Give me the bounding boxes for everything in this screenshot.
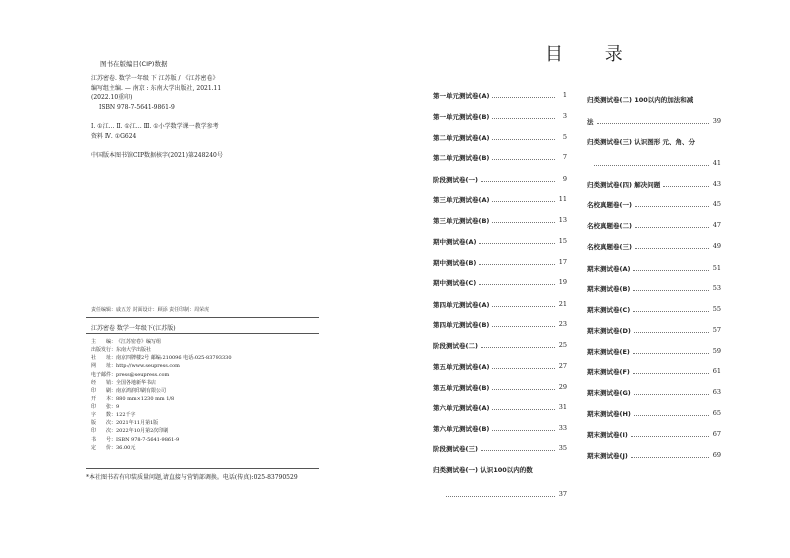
- toc-entry[interactable]: [587, 386, 721, 398]
- pub-label: 开 本：: [91, 395, 117, 402]
- divider: [86, 333, 319, 334]
- toc-page-number: 63: [712, 388, 721, 396]
- toc-entry[interactable]: [587, 219, 721, 231]
- pub-value: 南京四牌楼2号 邮编:210096 电话:025-83793330: [116, 355, 232, 362]
- toc-page-number: 49: [712, 242, 721, 250]
- toc-leader-dots: [492, 306, 555, 307]
- toc-page-number: 25: [558, 341, 567, 349]
- cip-line: 编写组主编. — 南京 : 东南大学出版社, 2021.11: [91, 84, 222, 92]
- toc-page-number: 27: [558, 362, 567, 370]
- toc-page-number: 57: [712, 326, 721, 334]
- pub-value: 《江苏密卷》编写组: [116, 339, 162, 345]
- pub-row: [91, 403, 232, 411]
- toc-entry[interactable]: [433, 235, 567, 247]
- toc-entry[interactable]: [433, 256, 567, 268]
- print-notice: *本社图书若有印装质量问题,请直接与营销部调换。电话(传真):025-83790529: [86, 474, 298, 481]
- toc-leader-dots: [633, 270, 709, 271]
- toc-page-number: 59: [712, 347, 721, 355]
- toc-page-number: 53: [712, 284, 721, 292]
- toc-entry[interactable]: [587, 157, 721, 169]
- toc-entry-title: 第二单元测试卷(B): [433, 153, 490, 162]
- toc-page-number: 69: [712, 451, 721, 459]
- toc-entry-title: 阶段测试卷(一): [433, 175, 478, 184]
- toc-entry[interactable]: [587, 324, 721, 336]
- toc-page-number: 5: [562, 133, 567, 141]
- toc-page-number: 21: [558, 300, 567, 308]
- toc-leader-dots: [633, 311, 709, 312]
- divider: [86, 468, 319, 469]
- toc-leader-dots: [481, 347, 555, 348]
- toc-entry[interactable]: [433, 173, 567, 185]
- toc-leader-dots: [635, 206, 709, 207]
- toc-leader-dots: [492, 389, 555, 390]
- toc-entry[interactable]: [433, 131, 567, 143]
- toc-entry-title: 第二单元测试卷(A): [433, 133, 490, 142]
- pub-row: [91, 346, 232, 354]
- toc-entry-title: 第三单元测试卷(B): [433, 216, 490, 225]
- toc-entry[interactable]: [587, 303, 721, 315]
- toc-leader-dots: [481, 450, 555, 451]
- toc-page-number: 17: [558, 258, 567, 266]
- pub-value: 880 mm×1230 mm 1/8: [116, 395, 175, 402]
- book-title: 江苏密卷 数学一年级下(江苏版): [91, 325, 176, 332]
- toc-leader-dots: [492, 97, 555, 98]
- toc-leader-dots: [594, 165, 709, 166]
- toc-entry[interactable]: [433, 110, 567, 122]
- pub-value: ISBN 978-7-5641-9861-9: [116, 436, 180, 443]
- toc-entry-title: 期中测试卷(A): [433, 237, 477, 246]
- pub-value: 全国各地新华书店: [116, 379, 157, 386]
- toc-leader-dots: [663, 186, 709, 187]
- toc-entry[interactable]: [587, 449, 721, 461]
- pub-label: 字 数：: [91, 412, 117, 419]
- pub-label: 书 号：: [91, 436, 117, 443]
- toc-entry-title: 法: [587, 117, 594, 126]
- toc-entry-title: 阶段测试卷(三): [433, 444, 478, 453]
- toc-page-number: 51: [712, 264, 721, 272]
- toc-leader-dots: [479, 243, 555, 244]
- toc-leader-dots: [633, 353, 709, 354]
- toc-page-number: 47: [712, 221, 721, 229]
- toc-leader-dots: [631, 436, 709, 437]
- toc-leader-dots: [492, 201, 555, 202]
- toc-entry[interactable]: [433, 318, 567, 330]
- pub-label: 经 销：: [91, 379, 117, 386]
- toc-entry-title: 期末测试卷(J): [587, 451, 628, 460]
- pub-row: [91, 427, 232, 435]
- toc-entry-title: 第一单元测试卷(B): [433, 112, 490, 121]
- pub-value: 2022年10月第2次印刷: [116, 428, 169, 435]
- pub-label: 定 价：: [91, 444, 117, 451]
- toc-entry[interactable]: [433, 401, 567, 413]
- toc-entry[interactable]: [433, 339, 567, 351]
- toc-leader-dots: [597, 123, 710, 124]
- toc-leader-dots: [479, 264, 555, 265]
- toc-entry-title: 第四单元测试卷(B): [433, 320, 490, 329]
- toc-entry-title: 第三单元测试卷(A): [433, 195, 490, 204]
- toc-entry-title: 期末测试卷(C): [587, 305, 631, 314]
- toc-leader-dots: [492, 118, 555, 119]
- toc-entry-title: 期末测试卷(F): [587, 367, 630, 376]
- toc-leader-dots: [492, 326, 555, 327]
- toc-entry-title: 期末测试卷(E): [587, 347, 630, 356]
- toc-entry-title: 第六单元测试卷(A): [433, 403, 490, 412]
- pub-row: [91, 411, 232, 419]
- cip-header: 图书在版编目(CIP)数据: [100, 60, 168, 68]
- cip-line: 江苏密卷. 数学一年级 下 江苏版 / 《江苏密卷》: [91, 75, 219, 82]
- cip-block: [91, 74, 223, 160]
- pub-value: http://www.seupress.com: [116, 363, 180, 370]
- pub-row: [91, 338, 232, 346]
- toc-entry-title[interactable]: 归类测试卷(一) 认识100以内的数: [433, 466, 533, 474]
- pub-label: 出版发行：: [91, 347, 117, 354]
- toc-entry[interactable]: [433, 360, 567, 372]
- toc-entry-title: 第四单元测试卷(A): [433, 300, 490, 309]
- pub-row: [91, 395, 232, 403]
- toc-page-number: 65: [712, 409, 721, 417]
- toc-entry-title: 第六单元测试卷(B): [433, 424, 490, 433]
- toc-page-number: 13: [558, 216, 567, 224]
- pub-label: 印 次：: [91, 428, 117, 435]
- toc-leader-dots: [635, 248, 709, 249]
- toc-leader-dots: [446, 496, 555, 497]
- toc-entry-title: 期末测试卷(H): [587, 409, 631, 418]
- toc-leader-dots: [492, 409, 555, 410]
- toc-entry-title: 期末测试卷(B): [587, 284, 631, 293]
- divider: [86, 317, 319, 318]
- toc-title: 目 录: [545, 44, 641, 65]
- toc-page-number: 55: [712, 305, 721, 313]
- pub-value: 东南大学出版社: [116, 347, 152, 354]
- pub-label: 电子邮件：: [91, 371, 117, 378]
- toc-entry[interactable]: [587, 240, 721, 252]
- pub-row: [91, 444, 232, 452]
- pub-row: [91, 354, 232, 362]
- cip-line: (2022.10重印): [91, 94, 133, 102]
- toc-entry[interactable]: [433, 488, 567, 500]
- toc-entry[interactable]: [433, 214, 567, 226]
- credits: 责任编辑：戚五芳 封面设计：顾添 责任印制：周荣虎: [91, 307, 210, 313]
- toc-entry-title: 第一单元测试卷(A): [433, 91, 490, 100]
- toc-entry-title: 期中测试卷(B): [433, 258, 477, 267]
- cip-line: 资料 Ⅳ. ①G624: [91, 132, 137, 140]
- toc-page-number: 23: [558, 320, 567, 328]
- toc-page-number: 61: [712, 367, 721, 375]
- toc-entry[interactable]: [433, 89, 567, 101]
- toc-page-number: 31: [558, 403, 567, 411]
- toc-entry[interactable]: [587, 262, 721, 274]
- pub-row: [91, 419, 232, 427]
- pub-value: 南京鸿润印刷有限公司: [116, 387, 167, 394]
- pub-row: [91, 436, 232, 444]
- toc-entry[interactable]: [433, 381, 567, 393]
- pub-value: 122千字: [116, 412, 136, 419]
- toc-leader-dots: [492, 430, 555, 431]
- toc-leader-dots: [634, 332, 709, 333]
- toc-entry-title: 阶段测试卷(二): [433, 341, 478, 350]
- cip-line: 中国版本图书馆CIP数据核字(2021)第248240号: [91, 151, 223, 159]
- toc-entry[interactable]: [433, 422, 567, 434]
- cip-line: [91, 112, 223, 122]
- toc-page-number: 9: [562, 175, 567, 183]
- toc-leader-dots: [492, 159, 555, 160]
- toc-entry[interactable]: [433, 151, 567, 163]
- toc-entry[interactable]: [433, 193, 567, 205]
- cip-line: ISBN 978-7-5641-9861-9: [99, 103, 175, 111]
- pub-label: 主 编：: [91, 339, 117, 345]
- toc-leader-dots: [634, 394, 709, 395]
- cip-line: [91, 141, 223, 151]
- toc-page-number: 3: [562, 112, 567, 120]
- pub-label: 社 址：: [91, 355, 117, 362]
- toc-page-number: 43: [712, 180, 721, 188]
- pub-label: 印 刷：: [91, 387, 117, 394]
- toc-page-number: 19: [558, 278, 567, 286]
- toc-entry-title[interactable]: 归类测试卷(三) 认识图形 元、角、分: [587, 138, 695, 146]
- toc-page-number: 67: [712, 430, 721, 438]
- toc-entry[interactable]: [587, 282, 721, 294]
- toc-entry[interactable]: [433, 298, 567, 310]
- toc-page-number: 1: [562, 91, 567, 99]
- toc-entry-title: 名校真题卷(二): [587, 221, 632, 230]
- toc-page-number: 35: [558, 444, 567, 452]
- toc-page-number: 33: [558, 424, 567, 432]
- toc-leader-dots: [479, 284, 555, 285]
- toc-entry[interactable]: [587, 428, 721, 440]
- pub-row: [91, 379, 232, 387]
- toc-entry[interactable]: [433, 276, 567, 288]
- pub-value: 9: [116, 404, 120, 410]
- cip-line: Ⅰ. ①江… Ⅱ. ①江… Ⅲ. ①小学数学课一教学参考: [91, 122, 219, 130]
- toc-leader-dots: [481, 181, 555, 182]
- toc-entry-title: 第五单元测试卷(A): [433, 362, 490, 371]
- toc-page-number: 39: [712, 117, 721, 125]
- toc-page-number: 7: [562, 153, 567, 161]
- toc-entry-title: 期末测试卷(I): [587, 430, 628, 439]
- toc-entry[interactable]: [587, 178, 721, 190]
- toc-leader-dots: [633, 373, 709, 374]
- toc-entry[interactable]: [587, 345, 721, 357]
- pub-row: [91, 387, 232, 395]
- toc-page: [395, 0, 790, 558]
- toc-page-number: 45: [712, 200, 721, 208]
- toc-leader-dots: [631, 457, 709, 458]
- toc-leader-dots: [492, 222, 555, 223]
- toc-entry[interactable]: [433, 442, 567, 454]
- pub-row: [91, 371, 232, 379]
- publication-info: [91, 338, 232, 452]
- pub-label: 网 址：: [91, 363, 117, 370]
- pub-value: press@seupress.com: [116, 371, 170, 378]
- toc-page-number: 11: [558, 195, 567, 203]
- toc-entry[interactable]: [587, 198, 721, 210]
- toc-leader-dots: [633, 290, 709, 291]
- toc-entry-title: 期末测试卷(D): [587, 326, 631, 335]
- toc-leader-dots: [635, 227, 709, 228]
- toc-leader-dots: [492, 368, 555, 369]
- toc-entry-title: 归类测试卷(四) 解决问题: [587, 180, 661, 189]
- pub-value: 2021年11月第1版: [116, 420, 159, 427]
- toc-entry-title: 名校真题卷(三): [587, 242, 632, 251]
- pub-label: 印 张：: [91, 404, 117, 410]
- toc-page-number: 29: [558, 383, 567, 391]
- toc-page-number: 41: [712, 159, 721, 167]
- pub-row: [91, 362, 232, 370]
- toc-leader-dots: [492, 139, 555, 140]
- toc-entry-title: 期末测试卷(A): [587, 264, 631, 273]
- toc-entry-title: 名校真题卷(一): [587, 200, 632, 209]
- toc-entry-title: 期末测试卷(G): [587, 388, 631, 397]
- toc-entry-title[interactable]: 归类测试卷(二) 100以内的加法和减: [587, 96, 694, 104]
- toc-leader-dots: [634, 415, 709, 416]
- toc-entry-title: 第五单元测试卷(B): [433, 383, 490, 392]
- pub-label: 版 次：: [91, 420, 117, 427]
- toc-entry[interactable]: [587, 407, 721, 419]
- toc-entry[interactable]: [587, 115, 721, 127]
- toc-page-number: 15: [558, 237, 567, 245]
- toc-entry[interactable]: [587, 365, 721, 377]
- pub-value: 36.00元: [116, 444, 136, 451]
- toc-entry-title: 期中测试卷(C): [433, 278, 477, 287]
- toc-page-number: 37: [558, 490, 567, 498]
